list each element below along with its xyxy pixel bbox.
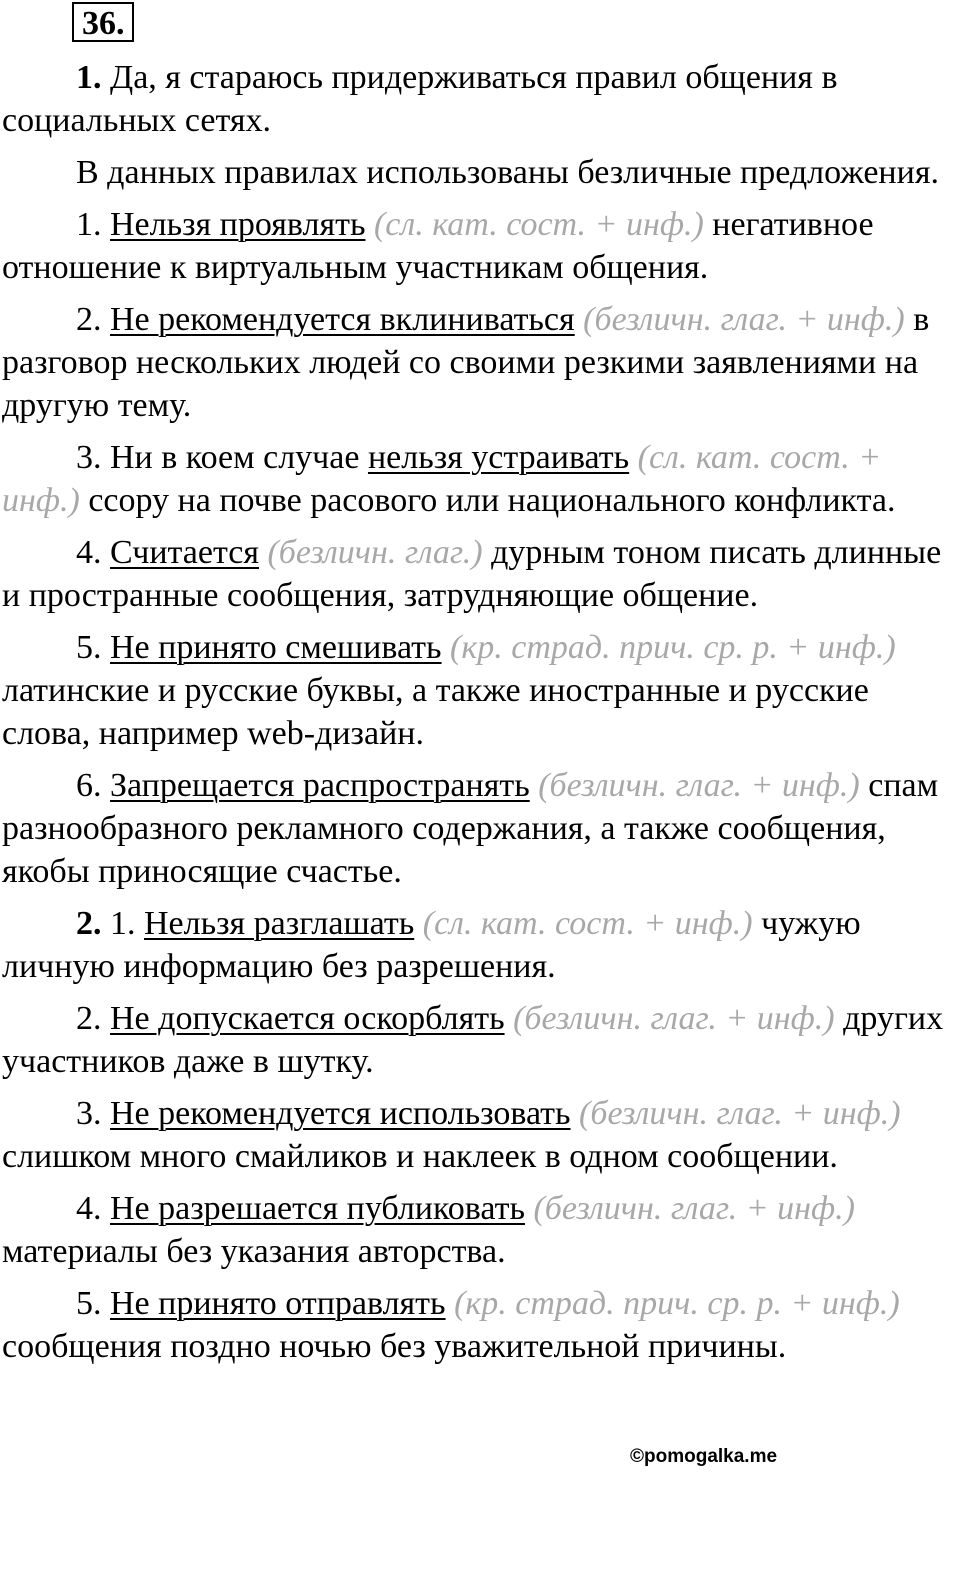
- predicate: Запрещается распространять: [110, 767, 530, 804]
- intro-paragraph-2: В данных правилах использованы безличные предложения.: [76, 154, 939, 191]
- predicate: Не допускается оскорблять: [110, 1000, 505, 1037]
- grammar-note: (безличн. глаг. + инф.): [538, 767, 860, 804]
- rule-item: 4. Считается (безличн. глаг.) дурным тоном писать длинные и пространные сообщения, затрудняющие общение.: [2, 534, 942, 614]
- grammar-note: (безличн. глаг.): [267, 534, 483, 571]
- rule-item: 3. Не рекомендуется использовать (безличн. глаг. + инф.) слишком много смайликов и наклеек в одном сообщении.: [2, 1095, 901, 1175]
- intro-text: Да, я стараюсь придерживаться правил общения в социальных сетях.: [2, 59, 838, 139]
- part-label: 1.: [76, 59, 102, 96]
- rule-item: 6. Запрещается распространять (безличн. глаг. + инф.) спам разнообразного рекламного содержания, а также сообщения, якобы приносящие счастье.: [2, 767, 939, 890]
- rule-item: 4. Не разрешается публиковать (безличн. глаг. + инф.) материалы без указания авторства.: [2, 1190, 856, 1270]
- grammar-note: (кр. страд. прич. ср. р. + инф.): [454, 1285, 900, 1322]
- rule-item: 2. Не допускается оскорблять (безличн. глаг. + инф.) других участников даже в шутку.: [2, 1000, 944, 1080]
- answer-text: [2, 56, 954, 1377]
- rule-item: 2. 1. Нельзя разглашать (сл. кат. сост. + инф.) чужую личную информацию без разрешения.: [2, 905, 861, 985]
- rule-item: 5. Не принято отправлять (кр. страд. прич. ср. р. + инф.) сообщения поздно ночью без уважительной причины.: [2, 1285, 900, 1365]
- rule-item: 1. Нельзя проявлять (сл. кат. сост. + инф.) негативное отношение к виртуальным участникам общения.: [2, 206, 874, 286]
- predicate: Не рекомендуется использовать: [110, 1095, 571, 1132]
- grammar-note: (сл. кат. сост. + инф.): [2, 439, 882, 519]
- predicate: Не принято смешивать: [110, 629, 442, 666]
- grammar-note: (безличн. глаг. + инф.): [533, 1190, 856, 1227]
- grammar-note: (кр. страд. прич. ср. р. + инф.): [450, 629, 896, 666]
- predicate: Не рекомендуется вклиниваться: [110, 301, 575, 338]
- predicate: Не принято отправлять: [110, 1285, 446, 1322]
- intro-paragraph: [2, 56, 954, 142]
- grammar-note: (сл. кат. сост. + инф.): [373, 206, 704, 243]
- predicate: Нельзя проявлять: [110, 206, 366, 243]
- predicate: Не разрешается публиковать: [110, 1190, 525, 1227]
- grammar-note: (безличн. глаг. + инф.): [583, 301, 905, 338]
- part-label: 2.: [76, 905, 102, 942]
- grammar-note: (безличн. глаг. + инф.): [513, 1000, 835, 1037]
- grammar-note: (безличн. глаг. + инф.): [579, 1095, 901, 1132]
- grammar-note: (сл. кат. сост. + инф.): [422, 905, 753, 942]
- watermark: ©pomogalka.me: [630, 1446, 778, 1467]
- rule-item: 3. Ни в коем случае нельзя устраивать (сл. кат. сост. + инф.) ссору на почве расового или национального конфликта.: [2, 439, 896, 519]
- predicate: Считается: [110, 534, 259, 571]
- rule-item: 5. Не принято смешивать (кр. страд. прич. ср. р. + инф.) латинские и русские буквы, а также иностранные и русские слова, например web-дизайн.: [2, 629, 896, 752]
- predicate: Нельзя разглашать: [144, 905, 415, 942]
- rule-item: 2. Не рекомендуется вклиниваться (безличн. глаг. + инф.) в разговор нескольких людей со своими резкими заявлениями на другую тему.: [2, 301, 930, 424]
- predicate: нельзя устраивать: [367, 439, 630, 476]
- exercise-number: 36.: [72, 2, 134, 42]
